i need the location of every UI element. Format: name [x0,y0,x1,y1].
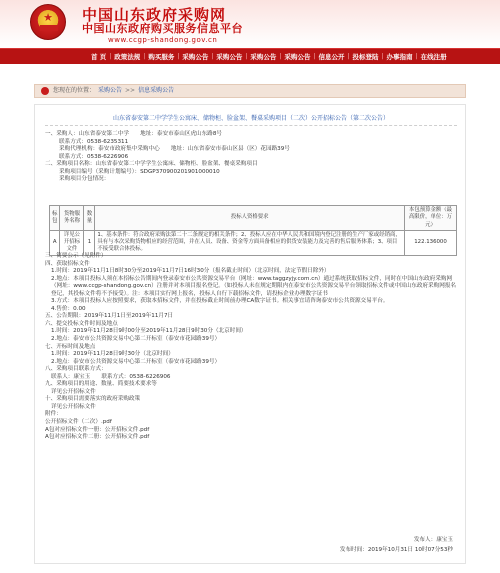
section-line: 联系人：康宝玉 联系方式：0538-6226906 [51,373,171,380]
nav-item[interactable]: 采购公告 [182,52,209,61]
section-line: 4.售价：0.00 [51,305,86,312]
section-line: 三、简要公示（见附件） [45,253,107,259]
section-line: 八、采购项目联系方式： [45,366,107,373]
section-line: 九、采购项目的用途、数量、简要技术要求等 [45,381,157,388]
nav-item[interactable]: 信息公开 [318,52,345,61]
breadcrumb [34,84,466,98]
section-line: 七、开标时间及地点 [45,343,96,350]
main-nav [0,48,500,64]
breadcrumb-link-2[interactable]: 信息采购公告 [138,86,175,94]
attachment-link[interactable]: 公开招标文件（二次）.pdf [45,419,112,426]
section-line: 详见公开招标文件 [51,403,96,410]
section-line: 3.方式：本项目投标人应按照要求，获取本招标文件，并在投标截止时间前办理CA数字证书。相关事宜请咨询泰安市公共资源交易平台。 [51,298,389,305]
section-line: 1.时间：2019年11月1日8时30分至2019年11月7日16时30分（报名截止时间）（北京时间，法定节假日除外） [51,268,330,275]
nav-item[interactable]: 投标登陆 [352,52,379,61]
site-header [0,0,500,46]
table-cell: 1、基本条件：符合政府采购法第二十二条规定的相关条件；2、投标人应在中华人民共和国境内登记注册的生产厂家或经销商，具有与本次采购货物相应的经营范围，并在人员、设备、资金等方面具备相应的供货安装能力及完善的售后服务体系；3、项目不接受联合体投标。 [95,230,405,255]
section-line: 2.地点：泰安市公共资源交易中心第二开标室（泰安市花园路39号） [51,336,221,343]
section-line: 1.时间：2019年11月28日9时00分至2019年11月28日9时30分（北京时间） [51,328,247,335]
table-header: 标包 [50,206,60,231]
content-panel [34,104,466,564]
nav-separator: | [177,52,180,60]
section-line: 五、公告期限：2019年11月1日至2019年11月7日 [45,313,174,320]
table-cell: A [50,230,60,255]
purchaser-line: 一、采购人：山东省泰安第二中学 地址：泰安市泰山区虎山东路8号 [45,131,222,137]
nav-separator: | [109,52,112,60]
breadcrumb-arrow-icon: >> [125,86,136,94]
site-url: www.ccgp-shandong.gov.cn [108,36,218,44]
nav-item[interactable]: 首 页 [91,52,107,61]
national-emblem-icon: ★ [30,4,66,40]
page-title: 山东省泰安第二中学学生公寓床、储物柜、脸盆架、餐桌采购项目（二次）公开招标公告（第二次公告） [112,115,389,122]
table-cell: 详见公开招标文件 [60,230,84,255]
project-package-line: 采购项目分包情况： [59,176,110,183]
project-name-line: 二、采购项目名称：山东省泰安第二中学学生公寓床、储物柜、脸盆架、餐桌采购项目 [45,161,258,168]
site-subtitle: 中国山东政府购买服务信息平台 [82,22,243,35]
attachment-link[interactable]: A包对应招标文件一册：公开招标文件.pdf [45,426,150,433]
nav-item[interactable]: 政策法规 [114,52,141,61]
section-line: 2.地点：泰安市公共资源交易中心第二开标室（泰安市花园路39号） [51,358,221,365]
agency-line: 采购代理机构：泰安市政府集中采购中心 地址：山东省泰安市泰山区县（区）花园路39号 [59,146,290,153]
section-line: 十、采购项目需要落实的政府采购政策 [45,396,141,403]
nav-item[interactable]: 采购公告 [250,52,277,61]
sections-block [45,253,460,442]
section-line: 六、提交投标文件时间及地点 [45,320,118,327]
agency-contact: 联系方式：0538-6226906 [59,153,129,160]
nav-item[interactable]: 采购公告 [216,52,243,61]
nav-item[interactable]: 办事指南 [386,52,413,61]
nav-item[interactable]: 购买服务 [148,52,175,61]
table-row [50,230,457,255]
section-line: 附件： [45,411,62,418]
intro-block [45,131,460,184]
nav-separator: | [347,52,350,60]
nav-item[interactable]: 在线注册 [420,52,447,61]
table-header: 投标人资格要求 [95,206,405,231]
table-cell: 122.136000 [405,230,457,255]
section-line: 详见公开招标文件 [51,388,96,395]
publish-time: 发布时间：2019年10月31日 10时07分53秒 [339,547,453,553]
nav-separator: | [279,52,282,60]
attachment-link[interactable]: A包对应招标文件二册：公开招标文件.pdf [45,434,150,441]
table-header: 本包预算金额（最高限价，单位：万元） [405,206,457,231]
location-icon [41,87,49,95]
section-line: 2.地点：本项目投标人须在本招标公告期间内登录泰安市公共资源交易平台（网址：www.taggzyjy.com.cn）通过系统获取招标文件，同时在中国山东政府采购网（网址：www.ccgp-shandong.gov.cn）注册并对本项目报名登记。（如投标人未在规定期限内在泰安市公共资源交易平台领取招标文件或中国山东政府采购网报名登记，其投标文件将不予接受）。注：本项目实行网上报名，投标人自行下载招标文件，请投标企业办理数字证书 [51,275,457,297]
nav-separator: | [143,52,146,60]
section-line: 1.时间：2019年11月28日9时30分（北京时间） [51,351,174,358]
breadcrumb-link-1[interactable]: 采购公告 [98,86,123,94]
table-header: 数量 [84,206,95,231]
project-number-line: 采购项目编号（采购计划编号）：SDGP370900201901000010 [59,168,220,175]
nav-item[interactable]: 采购公告 [284,52,311,61]
site-title: 中国山东政府采购网 [82,6,227,24]
requirements-table [49,205,457,256]
breadcrumb-label: 您现在的位置： [53,86,96,94]
nav-separator: | [415,52,418,60]
purchaser-contact: 联系方式：0538-6235311 [59,138,129,145]
nav-separator: | [211,52,214,60]
table-cell: 1 [84,230,95,255]
divider [45,125,457,126]
nav-separator: | [381,52,384,60]
publisher: 发布人：康宝玉 [413,537,453,543]
section-line: 四、获取招标文件 [45,260,90,267]
table-header: 货物服务名称 [60,206,84,231]
nav-separator: | [313,52,316,60]
nav-separator: | [245,52,248,60]
